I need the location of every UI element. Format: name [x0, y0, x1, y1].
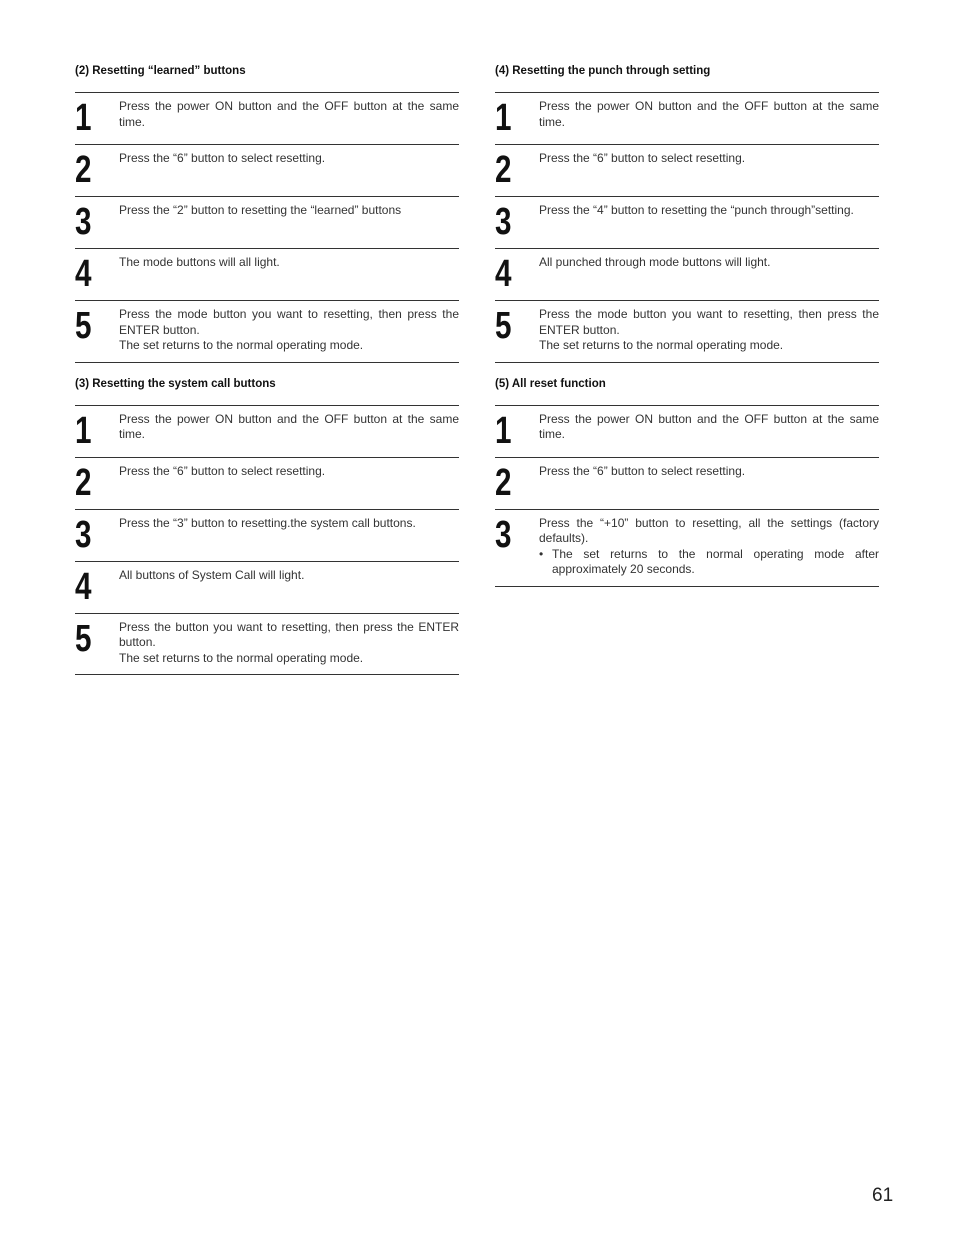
- step-line: Press the “+10” button to resetting, all the settings (factory defaults).: [539, 515, 879, 545]
- step-text: [539, 203, 879, 219]
- step-row: [75, 197, 459, 249]
- step-row: [75, 458, 459, 510]
- step-row: [75, 406, 459, 458]
- step-number: 5: [75, 617, 91, 660]
- step-text: [539, 255, 879, 271]
- step-row: [495, 406, 879, 458]
- section-title: (4) Resetting the punch through setting: [495, 64, 879, 93]
- step-line: The mode buttons will all light.: [119, 255, 280, 269]
- step-line: Press the “3” button to resetting.the system call buttons.: [119, 515, 416, 530]
- step-line: Press the “6” button to select resetting.: [119, 463, 326, 478]
- step-row: [495, 249, 879, 301]
- step-line: Press the “4” button to resetting the “punch through”setting.: [539, 203, 854, 217]
- page-number: 61: [872, 1185, 894, 1206]
- step-number: 3: [75, 513, 91, 556]
- bullet-text: The set returns to the normal operating mode after approximately 20 seconds.: [552, 546, 879, 576]
- step-number: 2: [75, 461, 91, 504]
- step-line: Press the power ON button and the OFF button at the same time.: [119, 99, 459, 129]
- step-line: All buttons of System Call will light.: [119, 567, 305, 582]
- step-number: 1: [75, 97, 91, 139]
- section-title: (3) Resetting the system call buttons: [75, 377, 459, 406]
- instruction-section: [75, 64, 459, 363]
- left-column: [75, 64, 459, 689]
- instruction-section: [495, 377, 879, 587]
- step-row: [495, 197, 879, 249]
- step-line: The set returns to the normal operating mode.: [119, 338, 364, 352]
- step-row: [75, 249, 459, 301]
- step-line: Press the power ON button and the OFF button at the same time.: [539, 99, 879, 129]
- step-text: [119, 255, 459, 271]
- step-row: [75, 93, 459, 145]
- section-title: (5) All reset function: [495, 377, 879, 406]
- step-row: [75, 510, 459, 562]
- step-text: [119, 99, 459, 130]
- step-text: [539, 151, 879, 167]
- step-text: [119, 568, 459, 584]
- bullet-item: [539, 547, 879, 578]
- bullet-symbol: •: [539, 546, 544, 561]
- step-line: Press the mode button you want to resetting, then press the ENTER button.: [119, 307, 459, 337]
- step-text: [539, 99, 879, 130]
- step-row: [75, 614, 459, 676]
- step-number: 4: [495, 253, 511, 295]
- step-number: 2: [75, 149, 91, 191]
- step-text: [119, 203, 459, 219]
- step-line: All punched through mode buttons will light.: [539, 255, 771, 269]
- step-row: [495, 145, 879, 197]
- step-number: 5: [495, 305, 511, 347]
- step-row: [495, 510, 879, 587]
- step-number: 1: [495, 97, 511, 139]
- step-row: [75, 145, 459, 197]
- step-text: [539, 516, 879, 578]
- step-row: [75, 562, 459, 614]
- step-line: Press the “6” button to select resetting.: [539, 151, 746, 165]
- step-text: [119, 620, 459, 667]
- instruction-section: [75, 377, 459, 676]
- step-number: 1: [495, 409, 511, 452]
- step-number: 1: [75, 409, 91, 452]
- step-line: The set returns to the normal operating mode.: [119, 650, 364, 665]
- step-text: [119, 151, 459, 167]
- step-number: 3: [495, 513, 511, 556]
- step-text: [539, 307, 879, 354]
- instruction-section: [495, 64, 879, 363]
- step-text: [539, 412, 879, 443]
- step-line: Press the power ON button and the OFF button at the same time.: [539, 411, 879, 441]
- step-number: 2: [495, 149, 511, 191]
- section-title: (2) Resetting “learned” buttons: [75, 64, 459, 93]
- step-number: 2: [495, 461, 511, 504]
- step-line: Press the “6” button to select resetting.: [119, 151, 326, 165]
- step-number: 3: [75, 201, 91, 243]
- step-line: Press the “2” button to resetting the “learned” buttons: [119, 203, 402, 217]
- step-row: [75, 301, 459, 363]
- step-row: [495, 93, 879, 145]
- step-line: The set returns to the normal operating mode.: [539, 338, 784, 352]
- step-line: Press the mode button you want to resetting, then press the ENTER button.: [539, 307, 879, 337]
- step-text: [119, 464, 459, 480]
- step-line: Press the power ON button and the OFF button at the same time.: [119, 411, 459, 441]
- step-number: 4: [75, 253, 91, 295]
- step-text: [539, 464, 879, 480]
- step-row: [495, 301, 879, 363]
- step-line: Press the “6” button to select resetting.: [539, 463, 746, 478]
- right-column: [495, 64, 879, 601]
- step-number: 3: [495, 201, 511, 243]
- step-text: [119, 516, 459, 532]
- step-line: Press the button you want to resetting, then press the ENTER button.: [119, 619, 459, 649]
- step-row: [495, 458, 879, 510]
- step-number: 5: [75, 305, 91, 347]
- step-text: [119, 412, 459, 443]
- step-number: 4: [75, 565, 91, 608]
- step-text: [119, 307, 459, 354]
